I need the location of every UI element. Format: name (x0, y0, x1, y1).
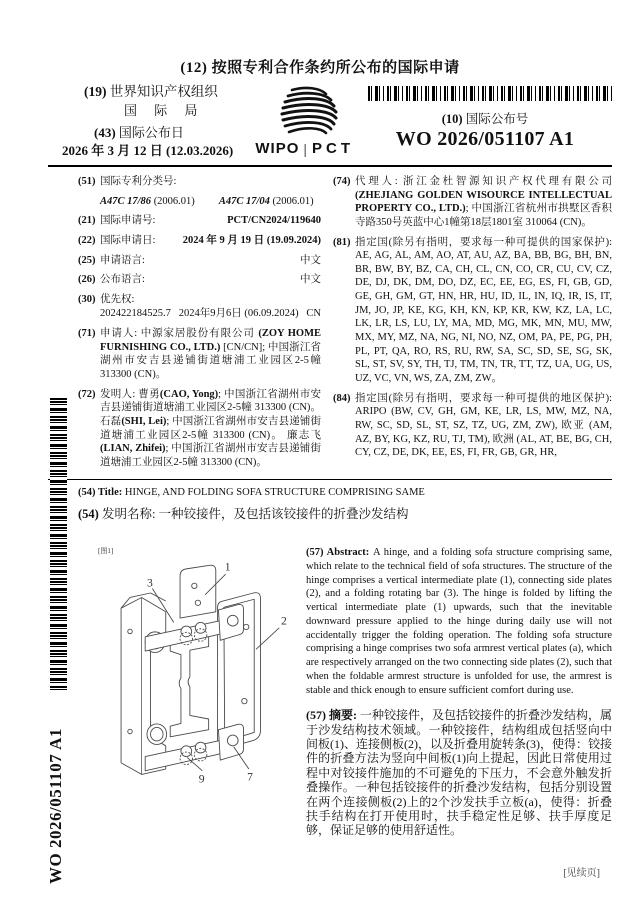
field-priority (78, 293, 321, 307)
field-number: (25) (78, 254, 96, 266)
designated-states-text: 指定国(除另有指明，要求每一种可提供的国家保护): AE, AG, AL, AM, AO, AT, AU, AZ, BA, BB, BG, BH, BN, BR, BW, BY, BZ, CA, CH, CL, CN, CO, CR, CU, CV, CZ, DE, DJ, DK, DM, DO, DZ, EC, EE, EG, ES, FI, GB, GD, GE, GH, GM, GT, HN, HR, HU, ID, IL, IN, IQ, IR, IS, IT, JM, JO, JP, KE, KG, KH, KN, KP, KR, KW, KZ, LA, LC, LK, LR, LS, LU, LY, MA, MD, MG, MK, MN, MU, MW, MX, MY, MZ, NA, NG, NI, NO, NZ, OM, PA, PE, PG, PH, PL, PT, QA, RO, RS, RU, RW, SA, SC, SD, SE, SG, SK, SL, ST, SV, SY, TH, TJ, TM, TN, TR, TT, TZ, UA, UG, US, UZ, VC, VN, WS, ZA, ZM, ZW。 (355, 236, 612, 384)
pub-number-label: (10) 国际公布号 (441, 112, 529, 126)
abstract-chinese: (57) 摘要: 一种铰接件，及包括铰接件的折叠沙发结构，属于沙发结构技术领域。一种铰接件，结构组成包括竖向中间板(1)、连接侧板(2)，以及折叠用旋转条(3)，使得：铰接件的折叠方法为竖向中间板(1)向上提起，因此日常使用过程中对铰接件施加的不可避免的下压力，不会意外触发折叠操作。一种包括铰接件的折叠沙发结构，包括分别设置在两个连接侧板(2)上的2个沙发扶手立板(a)，使得：折叠扶手结构在打开使用时，扶手稳定性足够、扶手厚度足够，保证足够的使用舒适性。 (306, 708, 613, 838)
hinge-figure-drawing (88, 556, 298, 798)
figure-callout-7: 7 (247, 770, 253, 784)
bibliographic-section (78, 175, 612, 477)
field-number: (74) (333, 176, 351, 187)
applicant-text: 申请人: 中源家居股份有限公司 (ZOY HOME FURNISHING CO., LTD.) [CN/CN]; 中国浙江省湖州市安吉县递铺街道塘浦工业园区2-5幢 313300 (CN)。 (100, 328, 322, 381)
pub-date-label: (43) 国际公布日 (94, 125, 184, 141)
field-designated-regions (333, 392, 612, 460)
publication-type-line: (12) 按照专利合作条约所公布的国际申请 (180, 60, 460, 76)
title-chinese: (54) 发明名称: 一种铰接件，及包括该铰接件的折叠沙发结构 (78, 507, 409, 521)
field-number: (84) (333, 392, 351, 404)
field-value: 2024 年 9 月 19 日 (19.09.2024) (182, 234, 321, 246)
field-applicant (78, 327, 321, 382)
pct-wordmark: PCT (312, 140, 355, 157)
priority-entry (78, 307, 321, 321)
field-application-number (78, 214, 321, 228)
field-number: (30) (78, 293, 96, 305)
field-filing-language (78, 254, 321, 268)
field-label: 优先权: (100, 293, 135, 305)
barcode-top (368, 86, 612, 101)
priority-country: CN (306, 308, 321, 320)
ipc-code-1: A47C 17/86 (2006.01) (100, 195, 195, 207)
header (60, 84, 612, 162)
header-right (358, 84, 612, 162)
header-logo (251, 84, 358, 162)
field-value: 中文 (300, 254, 321, 266)
field-agent (333, 175, 612, 230)
field-application-date (78, 234, 321, 248)
figure-area (88, 546, 300, 838)
figure-callout-3: 3 (146, 576, 153, 590)
priority-date: 2024年9月6日 (06.09.2024) (178, 308, 299, 320)
biblio-right-column (333, 175, 612, 477)
field-label: 申请语言: (100, 254, 145, 266)
pub-number-value: WO 2026/051107 A1 (395, 128, 575, 150)
designated-regions-text: 指定国(除另有指明，要求每一种可提供的地区保护): ARIPO (BW, CV, GH, GM, KE, LR, LS, MW, MZ, NA, RW, SC, SD, SL, ST, SZ, TZ, UG, ZM, ZW), 欧亚 (AM, AZ, BY, KG, KZ, RU, TJ, TM), 欧洲 (AL, AT, BE, BG, CH, CY, CZ, DE, DK, EE, ES, FI, FR, GB, GR, HR, (355, 392, 612, 459)
field-label: 国际申请日: (100, 234, 156, 246)
field-inventors (78, 388, 321, 470)
wipo-pct-wordmark (255, 140, 354, 157)
field-number: (71) (78, 328, 96, 340)
figure-label: [图1] (98, 547, 114, 555)
pub-date-value: 2026 年 3 月 12 日 (12.03.2026) (62, 143, 234, 159)
biblio-left-column (78, 175, 321, 477)
figure-callout-2: 2 (281, 614, 287, 628)
figure-callout-9: 9 (198, 772, 205, 786)
field-label: 国际申请号: (100, 215, 156, 227)
barcode-side (50, 398, 67, 690)
ipc-codes (78, 195, 321, 209)
priority-app-number: 202422184525.7 (100, 308, 171, 320)
figure-callout-1: 1 (224, 560, 231, 574)
field-label: 国际专利分类号: (100, 176, 177, 187)
field-number: (51) (78, 176, 96, 187)
abstract-english: (57) Abstract: A hinge, and a folding sofa structure comprising same, which relate to the technical field of sofa structures. The structure of the hinge comprises a vertical intermediate plate (1), connecting side plates (2), and a folding rotating bar (3). The hinge is folded by lifting the vertical intermediate plate (1) upwards, such that the inevitable downward pressure applied to the hinge during daily use will not accidentally trigger the folding operation. The folding sofa structure comprising a hinge comprises two sofa armrest vertical plates (a), which are respectively arranged on the two connecting side plates (2), such that when the foldable armrest structure is unfolded for use, the armrest is stable and thick enough to ensure sufficient comfort during use. (306, 547, 612, 696)
header-rule (48, 165, 612, 167)
inventors-text: 发明人: 曹勇(CAO, Yong); 中国浙江省湖州市安吉县递铺街道塘浦工业园区2-5幢 313300 (CN)。石磊(SHI, Lei); 中国浙江省湖州市安吉县递铺街道塘浦工业园区2-5幢 313300 (CN)。 廉志飞(LIAN, Zhifei); 中国浙江省湖州市安吉县递铺街道塘浦工业园区2-5幢 313300 (CN)。 (100, 388, 322, 468)
ipc-code-2: A47C 17/04 (2006.01) (218, 195, 314, 207)
wipo-wordmark: WIPO (255, 140, 300, 157)
title-english: (54) Title: HINGE, AND FOLDING SOFA STRUCTURE COMPRISING SAME (78, 487, 425, 498)
title-rule (48, 479, 612, 480)
field-designated-states (333, 236, 612, 386)
wordmark-divider: | (303, 140, 309, 157)
field-label: 公布语言: (100, 274, 145, 286)
org-bureau: 国 际 局 (124, 102, 205, 118)
org-name: (19) 世界知识产权组织 (84, 84, 218, 99)
field-number: (22) (78, 234, 96, 246)
field-publication-language (78, 273, 321, 287)
abstract-area (306, 546, 612, 838)
field-ipc (78, 175, 321, 189)
field-number: (21) (78, 215, 96, 227)
field-number: (81) (333, 236, 351, 248)
continuation-note: [见续页] (563, 868, 600, 879)
field-value: PCT/CN2024/119640 (227, 215, 321, 227)
field-number: (72) (78, 388, 96, 400)
field-number: (26) (78, 274, 96, 286)
agent-text: 代理人: 浙江金杜智源知识产权代理有限公司 (ZHEJIANG GOLDEN WISOURCE INTELLECTUAL PROPERTY CO., LTD.); 中国浙江省杭州市拱墅区香积寺路350号英蓝中心1幢第18层1801室 310064 (CN)。 (355, 176, 612, 228)
wipo-logo-icon (262, 86, 348, 138)
field-value: 中文 (300, 274, 321, 286)
lower-section (88, 546, 612, 838)
header-left (60, 84, 251, 162)
sidebar-pub-number: WO 2026/051107 A1 (46, 728, 65, 884)
